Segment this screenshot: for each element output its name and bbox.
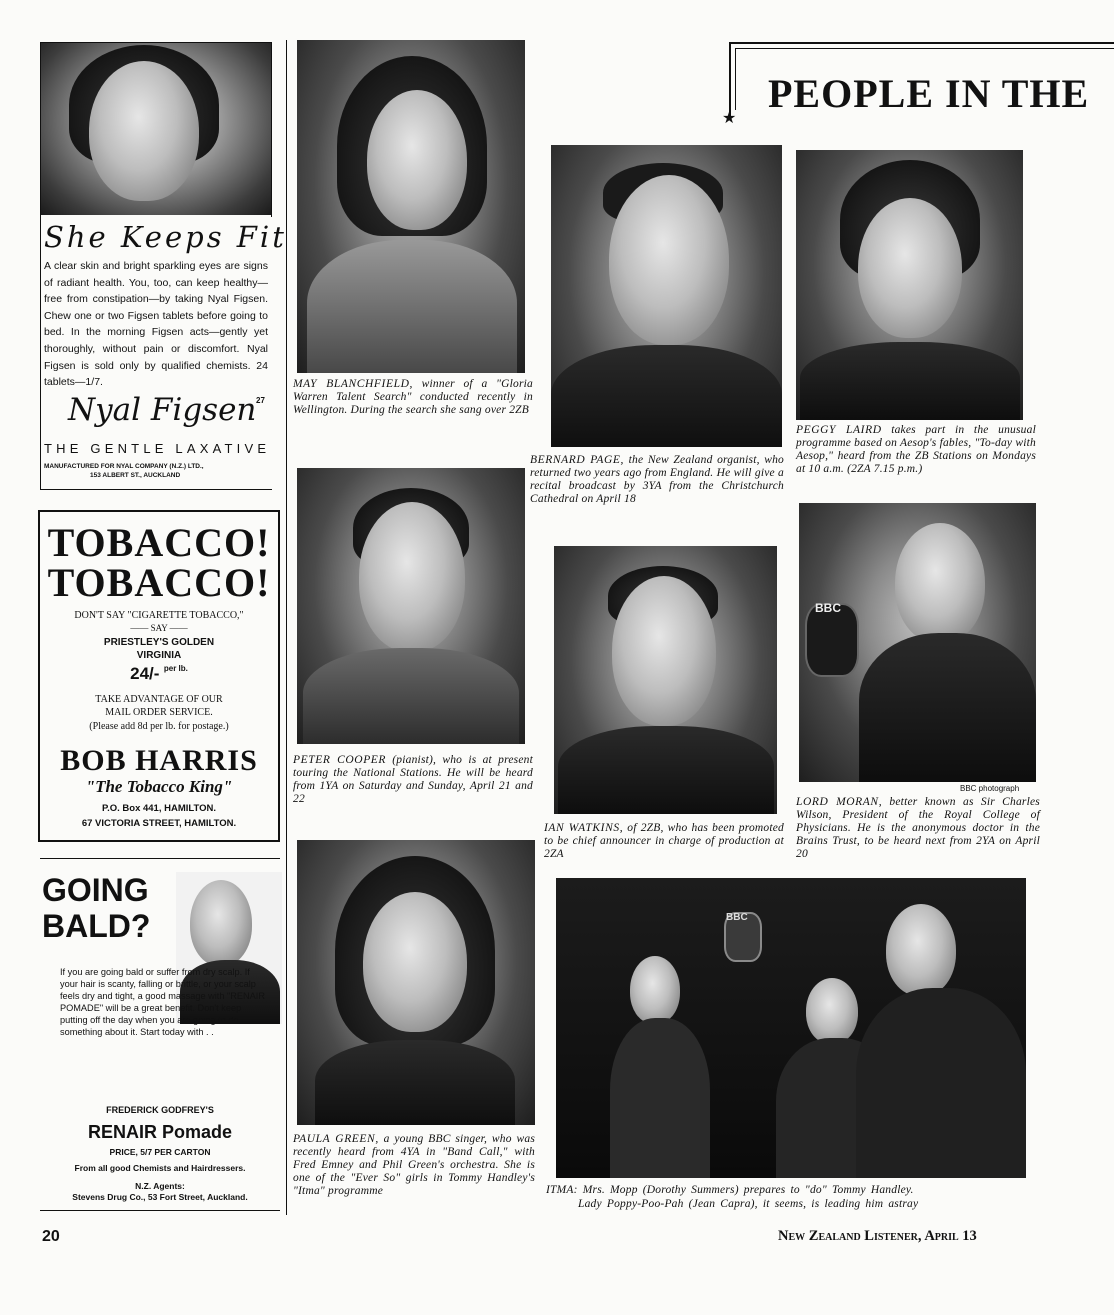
moran-name: LORD MORAN,: [796, 796, 883, 808]
figsen-maker-line1: MANUFACTURED FOR NYAL COMPANY (N.Z.) LTD.,: [44, 463, 204, 470]
renair-price: PRICE, 5/7 PER CARTON: [109, 1147, 211, 1157]
tobacco-say: —— SAY ——: [130, 623, 188, 633]
star-icon: ★: [722, 110, 737, 127]
renair-maker: FREDERICK GODFREY'S: [106, 1105, 214, 1115]
tobacco-headline-2: TOBACCO!: [47, 560, 271, 605]
peter-text: (pianist), who is at present touring the National Stations. He will be heard from 1YA on Saturday and Sunday, April 21 and 22: [293, 754, 533, 805]
figsen-model-photo: [41, 43, 271, 215]
peter-cooper-caption: [293, 754, 533, 806]
peggy-laird-caption: [796, 424, 1036, 476]
figsen-ad-bottom-rule: [40, 489, 272, 490]
renair-product: RENAIR Pomade: [87, 1122, 233, 1142]
figsen-brand: Nyal Figsen: [68, 392, 257, 428]
renair-ad-top-rule: [40, 858, 280, 859]
bernard-page-photo: [551, 145, 782, 447]
tobacco-advantage-2: MAIL ORDER SERVICE.: [105, 707, 213, 718]
tobacco-seller: BOB HARRIS: [60, 744, 258, 777]
peggy-name: PEGGY LAIRD: [796, 424, 882, 436]
bbc-mic-label: BBC: [815, 601, 841, 615]
tobacco-price-value: 24/-: [130, 664, 160, 683]
peggy-laird-photo: [796, 150, 1023, 420]
bbc-photo-credit: BBC photograph: [960, 784, 1020, 793]
figsen-footnote: 27: [256, 396, 265, 405]
bernard-page-caption: [530, 454, 784, 506]
publication-line: New Zealand Listener, April 13: [778, 1228, 977, 1244]
itma-text-2: Lady Poppy-Poo-Pah (Jean Capra), it seems, is leading him astray: [578, 1198, 919, 1210]
column-divider: [286, 40, 287, 1215]
tobacco-product-1: PRIESTLEY'S GOLDEN: [103, 637, 215, 648]
paula-name: PAULA GREEN,: [293, 1133, 379, 1145]
paula-green-caption: [293, 1133, 535, 1198]
lord-moran-photo: [799, 503, 1036, 782]
renair-stockists: From all good Chemists and Hairdressers.: [74, 1163, 246, 1173]
renair-agents: Stevens Drug Co., 53 Fort Street, Auckland.: [72, 1192, 248, 1202]
tobacco-headline-1: TOBACCO!: [47, 520, 271, 565]
header-rule-inner: [735, 48, 736, 110]
ian-watkins-photo: [554, 546, 777, 814]
paula-green-photo: [297, 840, 535, 1125]
ian-name: IAN WATKINS,: [544, 822, 624, 834]
page-title: PEOPLE IN THE: [768, 71, 1090, 116]
tobacco-price: [40, 664, 278, 684]
tobacco-address-2: 67 VICTORIA STREET, HAMILTON.: [81, 818, 237, 829]
itma-photo: [556, 878, 1026, 1178]
may-name: MAY BLANCHFIELD,: [293, 378, 413, 390]
tobacco-product-2: VIRGINIA: [136, 650, 182, 661]
itma-text-1: ITMA: Mrs. Mopp (Dorothy Summers) prepares to "do" Tommy Handley.: [546, 1184, 914, 1196]
tobacco-dont-say: DON'T SAY "CIGARETTE TOBACCO,": [74, 610, 244, 621]
may-blanchfield-photo: [297, 40, 525, 373]
peter-name: PETER COOPER: [293, 754, 387, 766]
figsen-body: A clear skin and bright sparkling eyes are signs of radiant health. You, too, can keep healthy—free from constipation—by taking Nyal Figsen. Chew one or two Figsen tablets before going to bed. In the morning Figsen acts—gently yet thoroughly, without pain or discomfort. Nyal Figsen is sold only by qualified chemists. 24 tablets—1/7.: [44, 260, 268, 389]
lord-moran-caption: [796, 796, 1040, 861]
tobacco-seller-tag: "The Tobacco King": [85, 777, 233, 796]
tobacco-postage: (Please add 8d per lb. for postage.): [89, 721, 229, 732]
tobacco-price-unit: per lb.: [163, 664, 188, 673]
bernard-text: the New Zealand organist, who returned two years ago from England. He will give a recital broadcast by 3YA from the Christchurch Cathedral on April 18: [530, 454, 785, 505]
renair-headline-2: BALD?: [42, 908, 151, 944]
tobacco-advantage-1: TAKE ADVANTAGE OF OUR: [95, 694, 223, 705]
peter-cooper-photo: [297, 468, 525, 744]
figsen-tagline: THE GENTLE LAXATIVE: [44, 441, 271, 456]
may-blanchfield-caption: [293, 378, 533, 417]
moran-text: better known as Sir Charles Wilson, President of the Royal College of Physicians. He is the anonymous doctor in the Brains Trust, to be heard next from 2YA on April 20: [796, 796, 1040, 860]
itma-mic-label: BBC: [726, 912, 748, 923]
itma-caption-line2: [578, 1198, 1018, 1211]
renair-headline-1: GOING: [42, 872, 149, 908]
ian-text: of 2ZB, who has been promoted to be chief announcer in charge of production at 2ZA: [544, 822, 785, 860]
itma-caption-line1: [546, 1184, 1032, 1197]
paula-text: a young BBC singer, who was recently heard from 4YA in "Band Call," with Fred Emney and Phil Green's orchestra. She is one of the "Ever So" girls in Tommy Handley's "Itma" programme: [293, 1133, 535, 1197]
renair-ad-bottom-rule: [40, 1210, 280, 1211]
tobacco-address-1: P.O. Box 441, HAMILTON.: [101, 803, 217, 814]
figsen-maker-line2: 153 ALBERT ST., AUCKLAND: [90, 472, 181, 479]
tobacco-say-text: SAY: [150, 623, 168, 633]
header-rule-left: [729, 42, 731, 116]
peggy-text: takes part in the unusual programme based on Aesop's fables, "To-day with Aesop," heard from the ZB Stations on Mondays at 10 a.m. (2ZA 7.15 p.m.): [796, 424, 1036, 475]
figsen-ad-right-rule: [271, 42, 272, 217]
page-number: 20: [42, 1228, 60, 1245]
header-rule-inner-top: [735, 48, 1114, 49]
bernard-name: BERNARD PAGE,: [530, 454, 625, 466]
renair-body: If you are going bald or suffer from dry scalp. If your hair is scanty, falling or brittle, or your scalp feels dry and tight, a good massage with "RENAIR POMADE" will be a great benefit. Don't keep putting off the day when you are going to do something about it. Start today with . .: [60, 967, 265, 1037]
ian-watkins-caption: [544, 822, 784, 861]
may-text: winner of a "Gloria Warren Talent Search" conducted recently in Wellington. During the search she sang over 2ZB: [293, 378, 533, 416]
figsen-heading: She Keeps Fit: [44, 220, 287, 254]
renair-agents-label: N.Z. Agents:: [135, 1181, 185, 1191]
header-rule-top: [729, 42, 1114, 44]
